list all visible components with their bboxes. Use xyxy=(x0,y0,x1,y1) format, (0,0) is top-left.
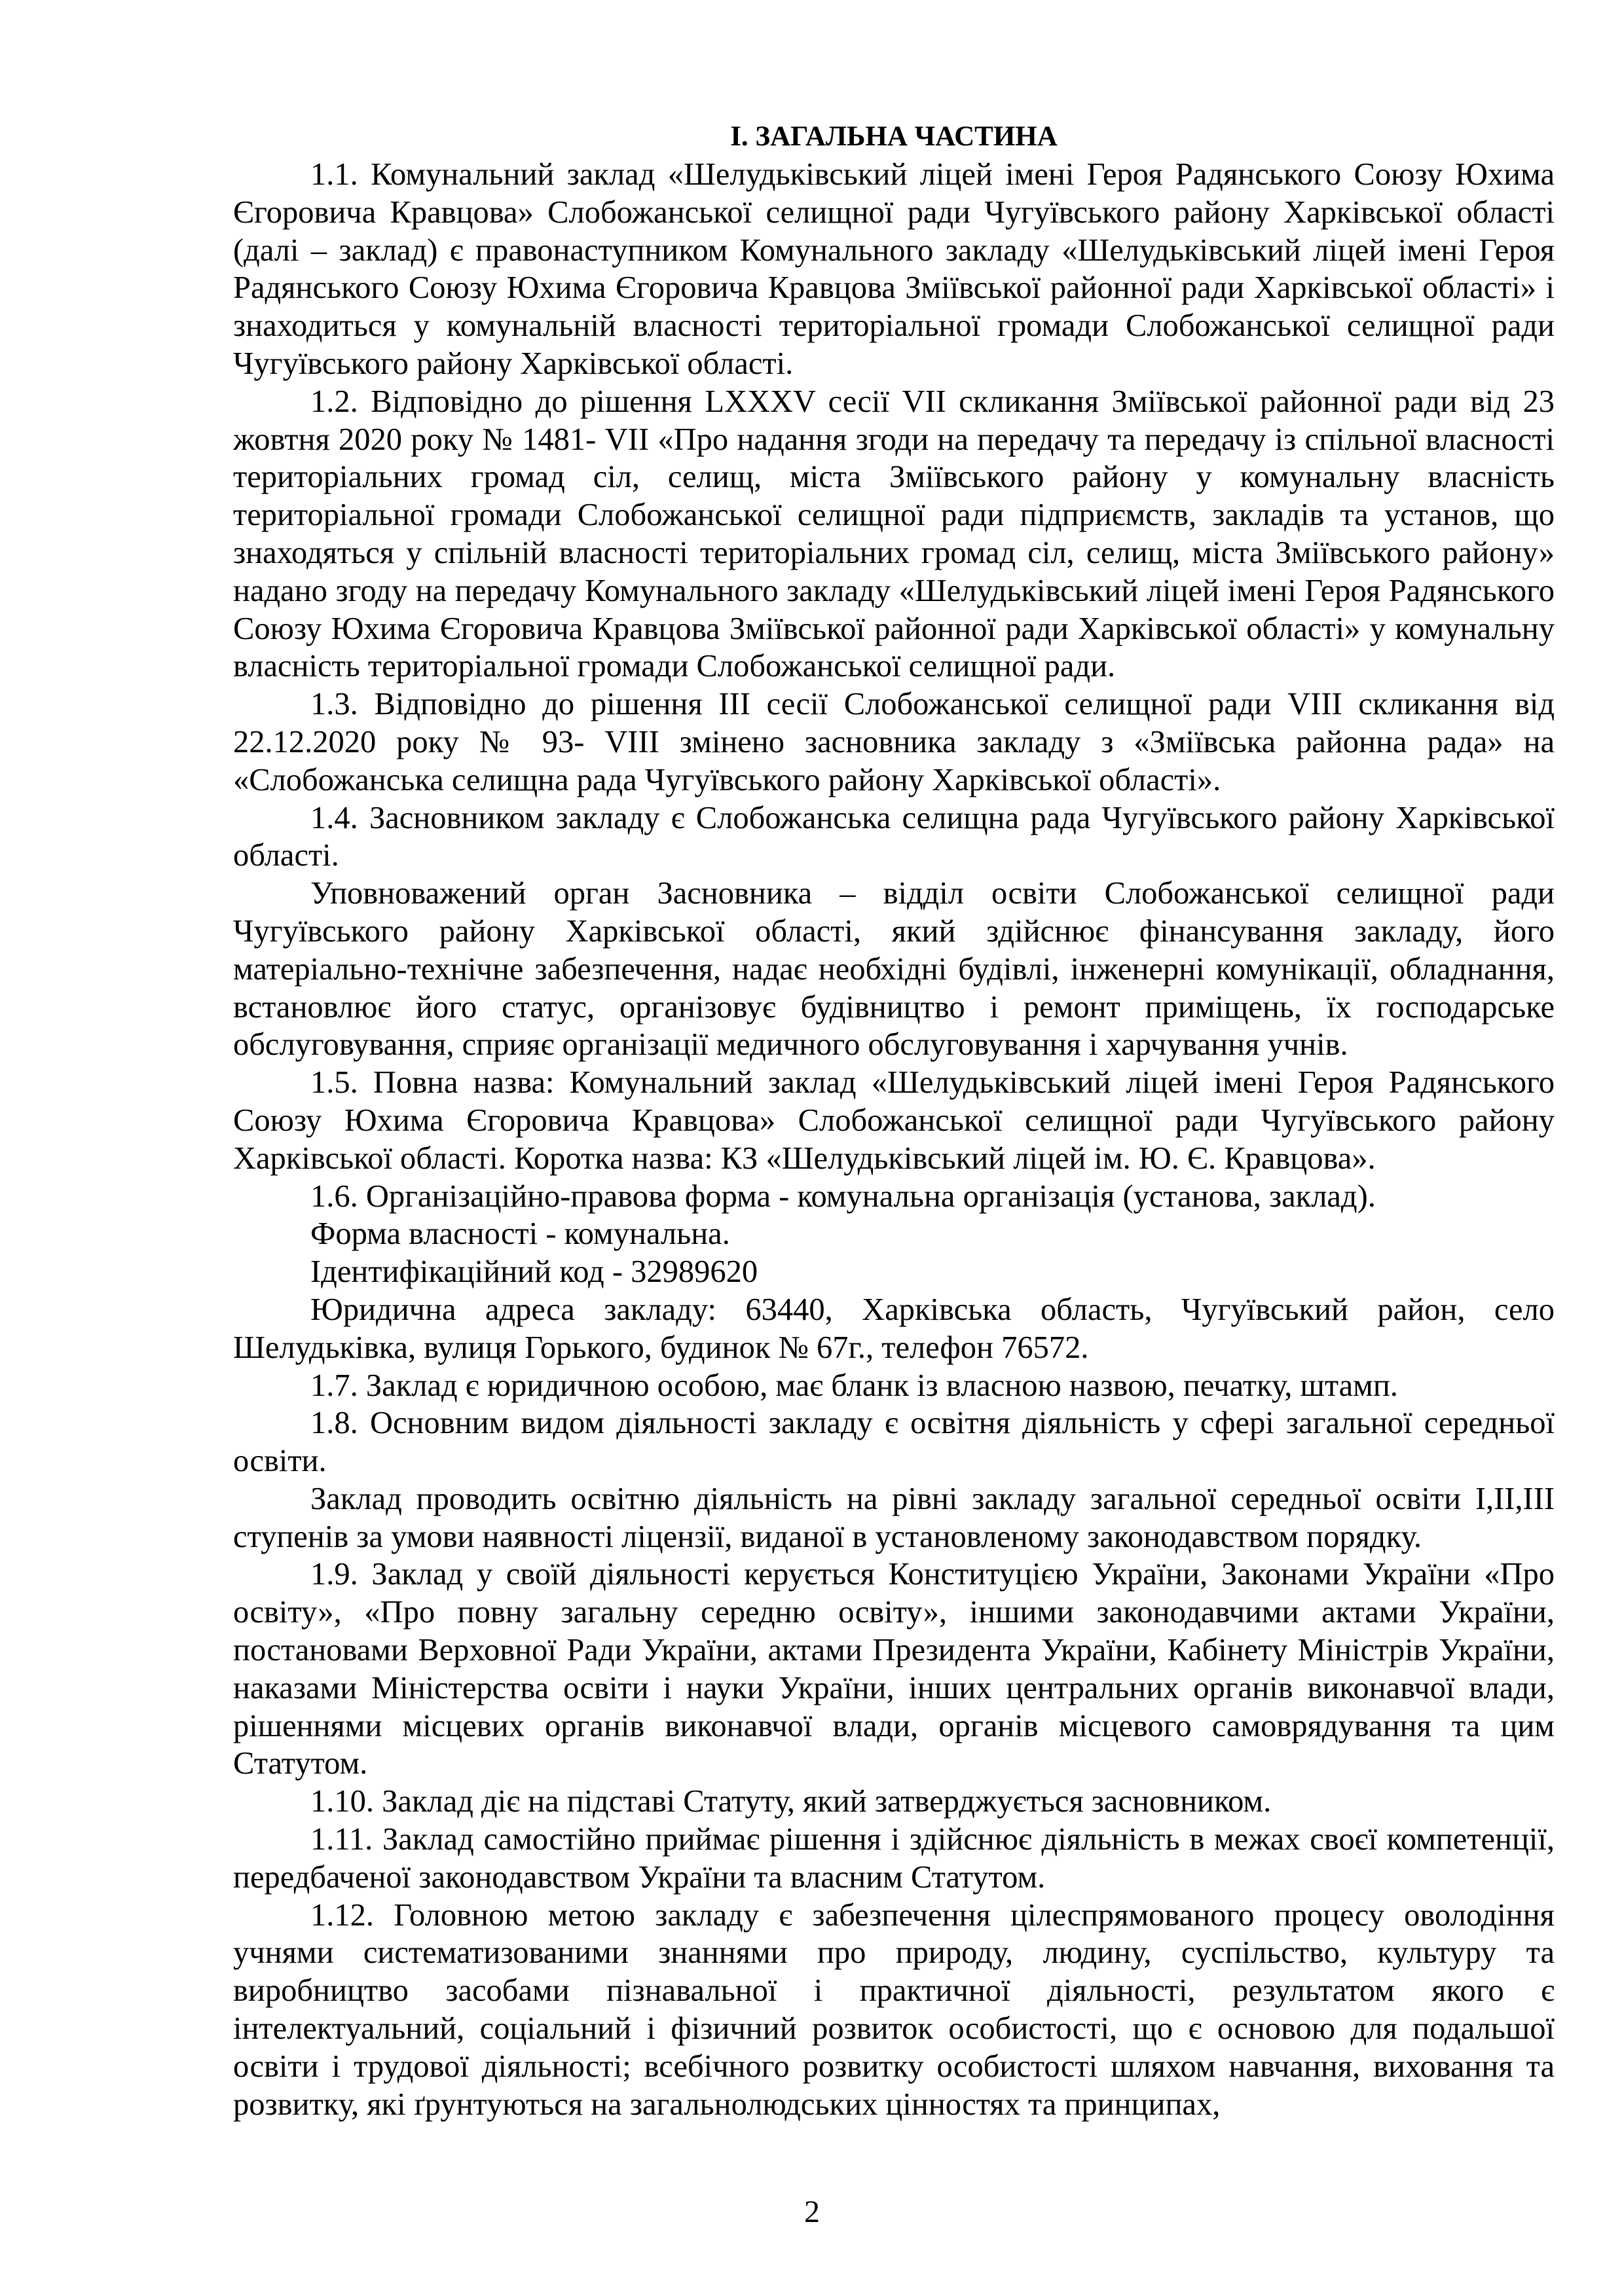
paragraph-1-10: 1.10. Заклад діє на підставі Статуту, який затверджується засновником. xyxy=(310,1784,1272,1819)
paragraph-ownership-form: Форма власності - комунальна. xyxy=(310,1216,730,1252)
document-body xyxy=(233,118,1555,2123)
paragraph-1-2: 1.2. Відповідно до рішення LXXXV сесії VII скликання Зміївської районної ради від 23 жовтня 2020 року № 1481- VII «Про надання згоди на передачу та передачу із спільної власності територіальних громад сіл, селищ, міста Зміївського району у комунальну власність територіальної громади Слобожанської селищної ради підприємств, закладів та установ, що знаходяться у спільній власності територіальних громад сіл, селищ, міста Зміївського району» надано згоду на передачу Комунального закладу «Шелудьківський ліцей імені Героя Радянського Союзу Юхима Єгоровича Кравцова Зміївської районної ради Харківської області» у комунальну власність територіальної громади Слобожанської селищної ради. xyxy=(233,384,1555,684)
paragraph-1-4: 1.4. Засновником закладу є Слобожанська селищна рада Чугуївського району Харківської області. xyxy=(233,800,1555,873)
paragraph-education-levels: Заклад проводить освітню діяльність на рівні закладу загальної середньої освіти І,ІІ,ІІІ ступенів за умови наявності ліцензії, виданої в установленому законодавством порядку. xyxy=(233,1481,1555,1554)
page-number: 2 xyxy=(804,2195,820,2229)
paragraph-1-3: 1.3. Відповідно до рішення ІІІ сесії Слобожанської селищної ради VIII скликання від 22.12.2020 року № 93- VIII змінено засновника закладу з «Зміївська районна рада» на «Слобожанська селищна рада Чугуївського району Харківської області». xyxy=(233,687,1555,797)
paragraph-1-9: 1.9. Заклад у своїй діяльності керується Конституцією України, Законами України «Про освіту», «Про повну загальну середню освіту», іншими законодавчими актами України, постановами Верховної Ради України, актами Президента України, Кабінету Міністрів України, наказами Міністерства освіти і науки України, інших центральних органів виконавчої влади, рішеннями місцевих органів виконавчої влади, органів місцевого самоврядування та цим Статутом. xyxy=(233,1557,1555,1781)
section-heading: І. ЗАГАЛЬНА ЧАСТИНА xyxy=(730,121,1058,152)
paragraph-1-7: 1.7. Заклад є юридичною особою, має бланк із власною назвою, печатку, штамп. xyxy=(310,1368,1398,1403)
paragraph-1-8: 1.8. Основним видом діяльності закладу є освітня діяльність у сфері загальної середньої освіти. xyxy=(233,1406,1555,1479)
paragraph-1-6: 1.6. Організаційно-правова форма - комунальна організація (установа, заклад). xyxy=(310,1178,1376,1214)
paragraph-identification-code: Ідентифікаційний код - 32989620 xyxy=(310,1254,758,1290)
paragraph-1-1: 1.1. Комунальний заклад «Шелудьківський ліцей імені Героя Радянського Союзу Юхима Єгоровича Кравцова» Слобожанської селищної ради Чугуївського району Харківської області (далі – заклад) є правонаступником Комунального закладу «Шелудьківський ліцей імені Героя Радянського Союзу Юхима Єгоровича Кравцова Зміївської районної ради Харківської області» і знаходиться у комунальній власності територіальної громади Слобожанської селищної ради Чугуївського району Харківської області. xyxy=(233,157,1555,381)
paragraph-1-5: 1.5. Повна назва: Комунальний заклад «Шелудьківський ліцей імені Героя Радянського Союзу Юхима Єгоровича Кравцова» Слобожанської селищної ради Чугуївського району Харківської області. Коротка назва: КЗ «Шелудьківський ліцей ім. Ю. Є. Кравцова». xyxy=(233,1065,1555,1176)
paragraph-1-12: 1.12. Головною метою закладу є забезпечення цілеспрямованого процесу оволодіння учнями систематизованими знаннями про природу, людину, суспільство, культуру та виробництво засобами пізнавальної і практичної діяльності, результатом якого є інтелектуальний, соціальний і фізичний розвиток особистості, що є основою для подальшої освіти і трудової діяльності; всебічного розвитку особистості шляхом навчання, виховання та розвитку, які ґрунтуються на загальнолюдських цінностях та принципах, xyxy=(233,1897,1555,2122)
paragraph-authorized-body: Уповноважений орган Засновника – відділ освіти Слобожанської селищної ради Чугуївського району Харківської області, який здійснює фінансування закладу, його матеріально-технічне забезпечення, надає необхідні будівлі, інженерні комунікації, обладнання, встановлює його статус, організовує будівництво і ремонт приміщень, їх господарське обслуговування, сприяє організації медичного обслуговування і харчування учнів. xyxy=(233,876,1555,1063)
paragraph-1-11: 1.11. Заклад самостійно приймає рішення і здійснює діяльність в межах своєї компетенції, передбаченої законодавством України та власним Статутом. xyxy=(233,1822,1555,1895)
paragraph-legal-address: Юридична адреса закладу: 63440, Харківська область, Чугуївський район, село Шелудьківка, вулиця Горького, будинок № 67г., телефон 76572. xyxy=(233,1292,1555,1365)
